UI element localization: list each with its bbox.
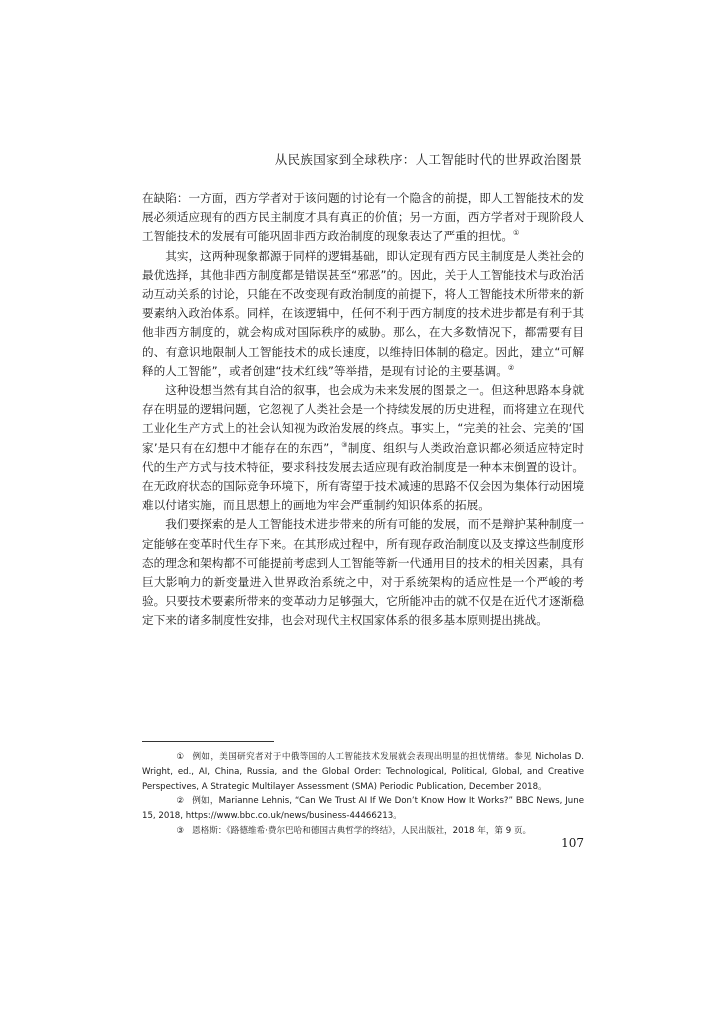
paragraph-4 xyxy=(142,515,584,630)
paragraph-text: 我们要探索的是人工智能技术进步带来的所有可能的发展，而不是辩护某种制度一定能够在变革时代生存下来。在其形成过程中，所有现存政治制度以及支撑这些制度形态的理念和架构都不可能提前考虑到人工智能等新一代通用目的技术的相关因素，具有巨大影响力的新变量进入世界政治系统之中，对于系统架构的适应性是一个严峻的考验。只要技术要素所带来的变革动力足够强大，它所能冲击的就不仅是在近代才逐渐稳定下来的诸多制度性安排，也会对现代主权国家体系的很多基本原则提出挑战。 xyxy=(142,517,584,628)
body-text xyxy=(142,189,584,631)
footnote-mark: ③ xyxy=(176,825,185,836)
running-header: 从民族国家到全球秩序：人工智能时代的世界政治图景 xyxy=(274,152,582,167)
footnote-ref-3[interactable]: ③ xyxy=(341,440,348,449)
footnote-text[interactable]: 例如，Marianne Lehnis, “Can We Trust AI If We Don’t Know How It Works?” BBC News, June 15, 2018, https://www.bbc.co.uk/news/business-44466213。 xyxy=(142,796,584,822)
footnote-ref-1[interactable]: ① xyxy=(513,229,520,238)
page-number: 107 xyxy=(561,836,584,850)
footnote-divider xyxy=(142,741,274,742)
paragraph-text: 制度、组织与人类政治意识都必须适应特定时代的生产方式与技术特征，要求科技发展去适应现有政治制度是一种本末倒置的设计。在无政府状态的国际竞争环境下，所有寄望于技术减速的思路不仅会因为集体行动困境难以付诸实施，而且思想上的画地为牢会严重制约知识体系的拓展。 xyxy=(142,440,584,513)
paragraph-3 xyxy=(142,381,584,515)
footnote-mark: ① xyxy=(176,752,185,762)
footnote-text: 恩格斯：《路德维希·费尔巴哈和德国古典哲学的终结》，人民出版社，2018 年，第 9 页。 xyxy=(192,825,532,836)
footnote-mark: ② xyxy=(176,796,185,807)
footnote-2 xyxy=(142,794,584,824)
footnote-1 xyxy=(142,750,584,794)
paragraph-text: 在缺陷：一方面，西方学者对于该问题的讨论有一个隐含的前提，即人工智能技术的发展必须适应现有的西方民主制度才具有真正的价值；另一方面，西方学者对于现阶段人工智能技术的发展有可能巩固非西方政治制度的现象表达了严重的担忧。 xyxy=(142,191,584,244)
paragraph-text: 这种设想当然有其自洽的叙事，也会成为未来发展的图景之一。但这种思路本身就存在明显的逻辑问题，它忽视了人类社会是一个持续发展的历史进程，而将建立在现代工业化生产方式上的社会认知视为政治发展的终点。事实上，“完美的社会、完美的‘国家’是只有在幻想中才能存在的东西”， xyxy=(142,383,584,455)
footnote-3 xyxy=(142,824,584,839)
footnote-ref-2[interactable]: ② xyxy=(507,363,515,372)
footnote-text: 例如，美国研究者对于中俄等国的人工智能技术发展就会表现出明显的担忧情绪。参见 Nicholas D. Wright, ed., AI, China, Russia, and the Global Order: Technological, Political, Global, and Creative Perspectives, A Strategic Multilayer Assessment (SMA) Periodic Publication, December 2018。 xyxy=(142,752,584,792)
paragraph-2 xyxy=(142,247,584,381)
paragraph-1 xyxy=(142,189,584,247)
footnotes xyxy=(142,750,584,839)
paragraph-text: 其实，这两种现象都源于同样的逻辑基础，即认定现有西方民主制度是人类社会的最优选择，其他非西方制度都是错误甚至“邪恶”的。因此，关于人工智能技术与政治活动互动关系的讨论，只能在不改变现有政治制度的前提下，将人工智能技术所带来的新要素纳入政治体系。同样，在该逻辑中，任何不利于西方制度的技术进步都是有利于其他非西方制度的，就会构成对国际秩序的威胁。那么，在大多数情况下，都需要有目的、有意识地限制人工智能技术的成长速度，以维持旧体制的稳定。因此，建立“可解释的人工智能”，或者创建“技术红线”等举措，是现有讨论的主要基调。 xyxy=(142,248,584,378)
